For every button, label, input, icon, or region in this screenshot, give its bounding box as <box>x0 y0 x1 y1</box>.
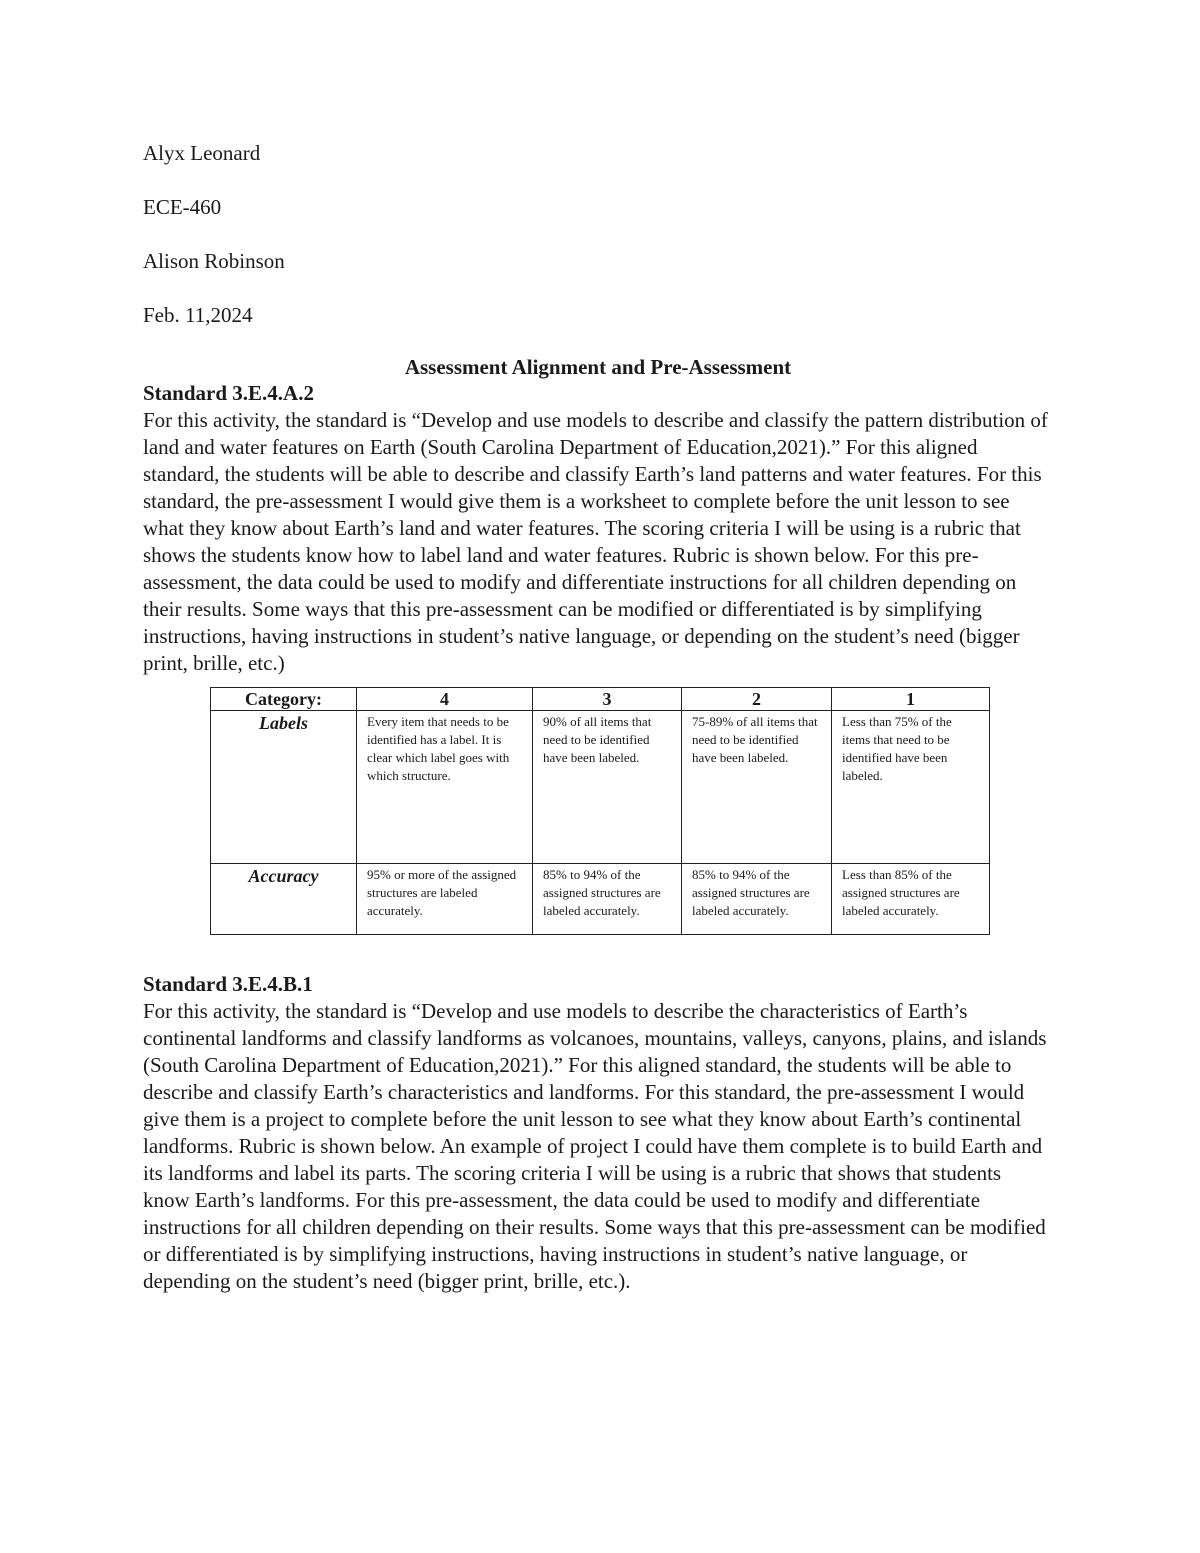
rubric-category: Accuracy <box>211 864 357 935</box>
rubric-header-score-3: 3 <box>533 688 682 711</box>
rubric-header-score-2: 2 <box>682 688 832 711</box>
rubric-cell: Less than 85% of the assigned structures are labeled accurately. <box>832 864 990 935</box>
standard-title: Standard 3.E.4.B.1 <box>143 972 313 996</box>
rubric-table <box>210 687 990 935</box>
document-title: Assessment Alignment and Pre-Assessment <box>404 355 792 379</box>
rubric-cell: Every item that needs to be identified has a label. It is clear which label goes with which structure. <box>357 711 533 864</box>
rubric-header-row <box>211 688 990 711</box>
course-code: ECE-460 <box>143 195 222 219</box>
rubric-cell: 90% of all items that need to be identified have been labeled. <box>533 711 682 864</box>
rubric-row-accuracy <box>211 864 990 935</box>
student-name: Alyx Leonard <box>143 141 261 165</box>
section-spacer <box>143 935 1053 971</box>
rubric-category: Labels <box>211 711 357 864</box>
rubric-cell: 95% or more of the assigned structures are labeled accurately. <box>357 864 533 935</box>
document-date: Feb. 11,2024 <box>143 303 253 327</box>
standard-body: For this activity, the standard is “Develop and use models to describe and classify the pattern distribution of land and water features on Earth (South Carolina Department of Education,2021).” For this aligned standard, the students will be able to describe and classify Earth’s land patterns and water features. For this standard, the pre-assessment I would give them is a worksheet to complete before the unit lesson to see what they know about Earth’s land and water features. The scoring criteria I will be using is a rubric that shows the students know how to label land and water features. Rubric is shown below. For this pre-assessment, the data could be used to modify and differentiate instructions for all children depending on their results. Some ways that this pre-assessment can be modified or differentiated is by simplifying instructions, having instructions in student’s native language, or depending on the student’s need (bigger print, brille, etc.) <box>143 408 1048 675</box>
rubric-header-score-4: 4 <box>357 688 533 711</box>
rubric-table-container <box>210 687 989 935</box>
rubric-cell: 75-89% of all items that need to be identified have been labeled. <box>682 711 832 864</box>
rubric-row-labels <box>211 711 990 864</box>
rubric-cell: 85% to 94% of the assigned structures are labeled accurately. <box>682 864 832 935</box>
document-page <box>143 140 1053 1295</box>
standard-title: Standard 3.E.4.A.2 <box>143 381 314 405</box>
standard-section-2 <box>143 971 1053 1295</box>
rubric-cell: Less than 75% of the items that need to be identified have been labeled. <box>832 711 990 864</box>
instructor-name: Alison Robinson <box>143 249 285 273</box>
standard-body: For this activity, the standard is “Develop and use models to describe the characteristics of Earth’s continental landforms and classify landforms as volcanoes, mountains, valleys, canyons, plains, and islands (South Carolina Department of Education,2021).” For this aligned standard, the students will be able to describe and classify Earth’s characteristics and landforms. For this standard, the pre-assessment I would give them is a project to complete before the unit lesson to see what they know about Earth’s continental landforms. Rubric is shown below. An example of project I could have them complete is to build Earth and its landforms and label its parts. The scoring criteria I will be using is a rubric that shows that students know Earth’s landforms. For this pre-assessment, the data could be used to modify and differentiate instructions for all children depending on their results. Some ways that this pre-assessment can be modified or differentiated is by simplifying instructions, having instructions in student’s native language, or depending on the student’s need (bigger print, brille, etc.). <box>143 999 1047 1293</box>
rubric-cell: 85% to 94% of the assigned structures are labeled accurately. <box>533 864 682 935</box>
rubric-header-score-1: 1 <box>832 688 990 711</box>
standard-section-1 <box>143 380 1053 677</box>
rubric-header-category: Category: <box>211 688 357 711</box>
